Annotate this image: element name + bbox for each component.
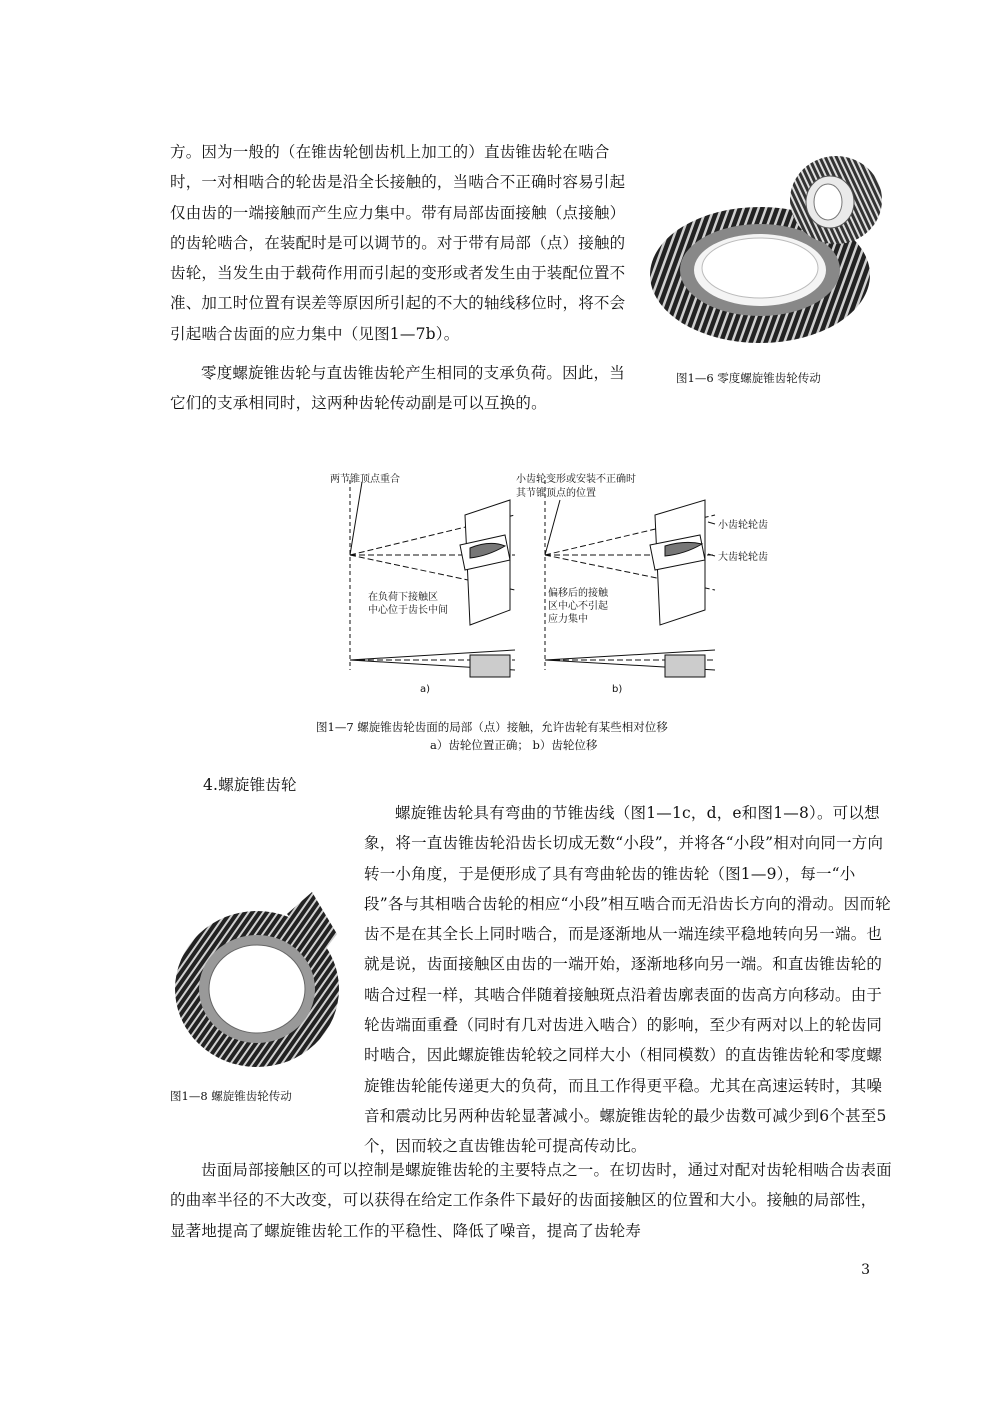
hatched-block [470, 655, 510, 677]
figure-1-8-caption: 图1—8 螺旋锥齿轮传动 [170, 1089, 292, 1103]
figure-float-spacer [170, 798, 364, 1136]
label-small-gear: 小齿轮轮齿 [718, 520, 768, 531]
label-b-center-2: 区中心不引起 [548, 601, 608, 612]
figure-1-6-gear-photo [648, 140, 888, 355]
figure-1-7-diagram [320, 460, 800, 700]
hatched-block [665, 655, 705, 677]
leader-line [708, 522, 715, 524]
paragraph-top [170, 137, 630, 349]
label-big-gear: 大齿轮轮齿 [718, 552, 768, 563]
paragraph-zero-spiral [170, 358, 630, 419]
figure-1-6-caption: 图1—6 零度螺旋锥齿轮传动 [676, 371, 821, 385]
sub-label-a: a) [420, 684, 431, 695]
label-b-center-1: 偏移后的接触 [548, 588, 608, 599]
label-a-center-2: 中心位于齿长中间 [368, 605, 448, 616]
label-a-top: 两节锥顶点重合 [330, 474, 400, 485]
figure-1-7-caption-line2: a）齿轮位置正确； b）齿轮位移 [430, 738, 598, 752]
label-b-top-1: 小齿轮变形或安装不正确时 [516, 474, 636, 485]
leader-line [350, 482, 362, 555]
figure-1-7-caption-line1: 图1—7 螺旋锥齿轮齿面的局部（点）接触，允许齿轮有某些相对位移 [316, 720, 668, 734]
leader-line [545, 500, 560, 555]
label-a-center-1: 在负荷下接触区 [368, 592, 438, 603]
paragraph-text: 齿面局部接触区的可以控制是螺旋锥齿轮的主要特点之一。在切齿时，通过对配对齿轮相啮合齿表面的曲率半径的不大改变，可以获得在给定工作条件下最好的齿面接触区的位置和大小。接触的局部性，显著地提高了螺旋锥齿轮工作的平稳性、降低了噪音，提高了齿轮寿 [170, 1161, 892, 1240]
section-heading: 4.螺旋锥齿轮 [203, 776, 297, 794]
label-b-top-2: 其节锥顶点的位置 [516, 488, 596, 499]
label-b-center-3: 应力集中 [548, 614, 588, 625]
paragraph-spiral [170, 798, 892, 1162]
paragraph-contact [170, 1155, 892, 1246]
paragraph-text: 零度螺旋锥齿轮与直齿锥齿轮产生相同的支承负荷。因此，当它们的支承相同时，这两种齿轮传动副是可以互换的。 [170, 364, 625, 413]
sub-label-b: b) [612, 684, 623, 695]
paragraph-text: 方。因为一般的（在锥齿轮刨齿机上加工的）直齿锥齿轮在啮合时，一对相啮合的轮齿是沿全长接触的，当啮合不正确时容易引起仅由齿的一端接触而产生应力集中。带有局部齿面接触（点接触）的齿轮啮合，在装配时是可以调节的。对于带有局部（点）接触的齿轮，当发生由于载荷作用而引起的变形或者发生由于装配位置不准、加工时位置有误差等原因所引起的不大的轴线移位时，将不会引起啮合齿面的应力集中（见图1—7b）。 [170, 143, 626, 343]
paragraph-text: 螺旋锥齿轮具有弯曲的节锥齿线（图1—1c，d，e和图1—8）。可以想象，将一直齿锥齿轮沿齿长切成无数“小段”，并将各“小段”相对向同一方向转一小角度，于是便形成了具有弯曲轮齿的锥齿轮（图1—9），每一“小段”各与其相啮合齿轮的相应“小段”相互啮合而无沿齿长方向的滑动。因而轮齿不是在其全长上同时啮合，而是逐渐地从一端连续平稳地转向另一端。也就是说，齿面接触区由齿的一端开始，逐渐地移向另一端。和直齿锥齿轮的啮合过程一样，其啮合伴随着接触斑点沿着齿廓表面的齿高方向移动。由于轮齿端面重叠（同时有几对齿进入啮合）的影响，至少有两对以上的轮齿同时啮合，因此螺旋锥齿轮较之同样大小（相同模数）的直齿锥齿轮和零度螺旋锥齿轮能传递更大的负荷，而且工作得更平稳。尤其在高速运转时，其噪音和震动比另两种齿轮显著减小。螺旋锥齿轮的最少齿数可减少到6个甚至5个，因而较之直齿锥齿轮可提高传动比。 [364, 804, 891, 1156]
page-number: 3 [861, 1262, 870, 1278]
